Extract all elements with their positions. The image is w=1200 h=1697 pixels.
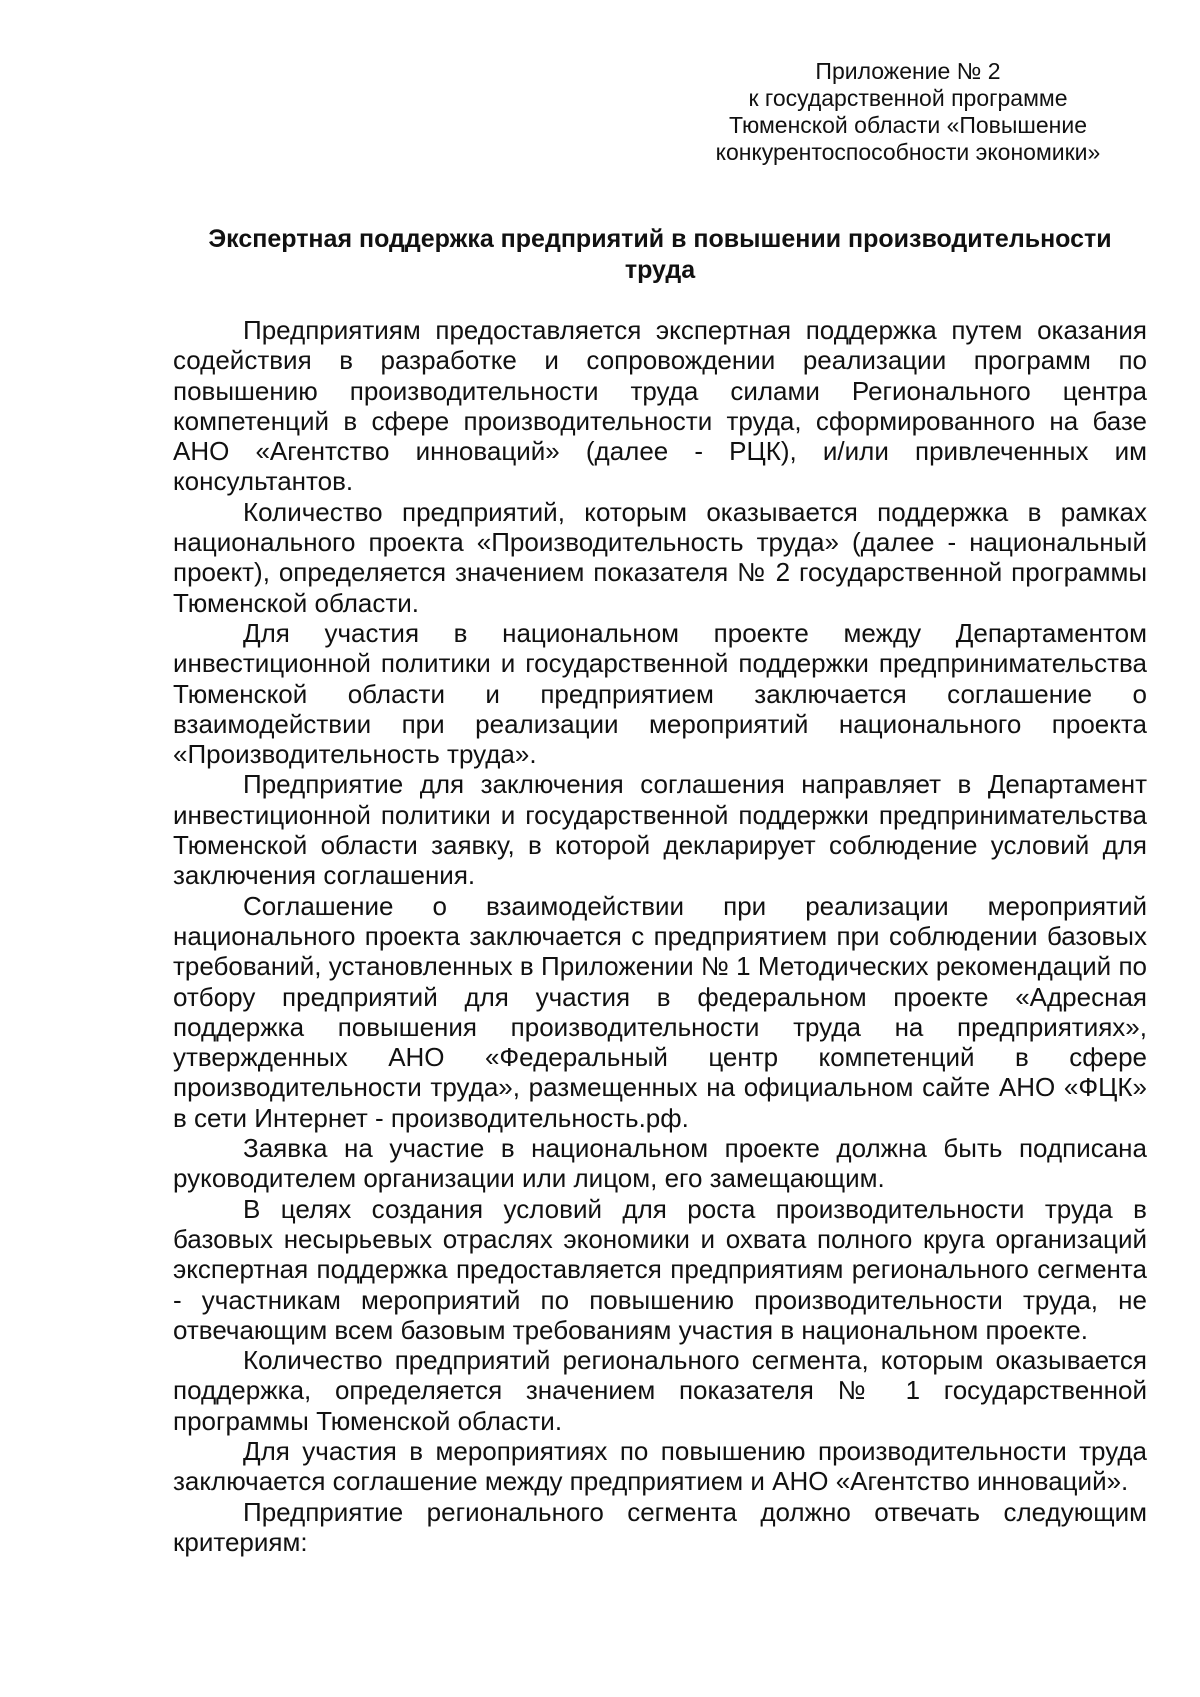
paragraph: В целях создания условий для роста производительности труда в базовых несырьевых отраслях экономики и охвата полного круга организаций экспертная поддержка предоставляется предприятиям регионального сегмента - участникам мероприятий по повышению производительности труда, не отвечающим всем базовым требованиям участия в национальном проекте. [173,1193,1147,1345]
paragraph: Для участия в мероприятиях по повышению производительности труда заключается соглашение между предприятием и АНО «Агентство инноваций». [173,1435,1147,1497]
paragraph: Предприятие регионального сегмента должно отвечать следующим критериям: [173,1496,1147,1557]
paragraph: Предприятие для заключения соглашения направляет в Департамент инвестиционной политики и государственной поддержки предпринимательства Тюменской области заявку, в которой декларирует соблюдение условий для заключения соглашения. [173,769,1147,891]
appendix-line: конкурентоспособности экономики» [715,139,1101,165]
paragraph: Количество предприятий, которым оказывается поддержка в рамках национального проекта «Производительность труда» (далее - национальный проект), определяется значением показателя № 2 государственной программы Тюменской области. [173,496,1147,618]
appendix-line: Тюменской области «Повышение [728,112,1088,138]
document-body [173,315,1147,1557]
paragraph: Для участия в национальном проекте между Департаментом инвестиционной политики и государственной поддержки предпринимательства Тюменской области и предприятием заключается соглашение о взаимодействии при реализации мероприятий национального проекта «Производительность труда». [173,617,1147,770]
paragraph: Количество предприятий регионального сегмента, которым оказывается поддержка, определяется значением показателя № 1 государственной программы Тюменской области. [173,1345,1147,1436]
appendix-header [698,58,1118,166]
appendix-line: Приложение № 2 [815,58,1001,84]
paragraph: Предприятиям предоставляется экспертная поддержка путем оказания содействия в разработке и сопровождении реализации программ по повышению производительности труда силами Регионального центра компетенций в сфере производительности труда, сформированного на базе АНО «Агентство инноваций» (далее - РЦК), и/или привлеченных им консультантов. [173,315,1147,497]
appendix-line: к государственной программе [748,85,1068,111]
document-title: Экспертная поддержка предприятий в повышении производительности труда [208,225,1112,284]
paragraph: Соглашение о взаимодействии при реализации мероприятий национального проекта заключается с предприятием при соблюдении базовых требований, установленных в Приложении № 1 Методических рекомендаций по отбору предприятий для участия в федеральном проекте «Адресная поддержка повышения производительности труда на предприятиях», утвержденных АНО «Федеральный центр компетенций в сфере производительности труда», размещенных на официальном сайте АНО «ФЦК» в сети Интернет - производительность.рф. [173,890,1147,1133]
paragraph: Заявка на участие в национальном проекте должна быть подписана руководителем организации или лицом, его замещающим. [173,1133,1147,1194]
